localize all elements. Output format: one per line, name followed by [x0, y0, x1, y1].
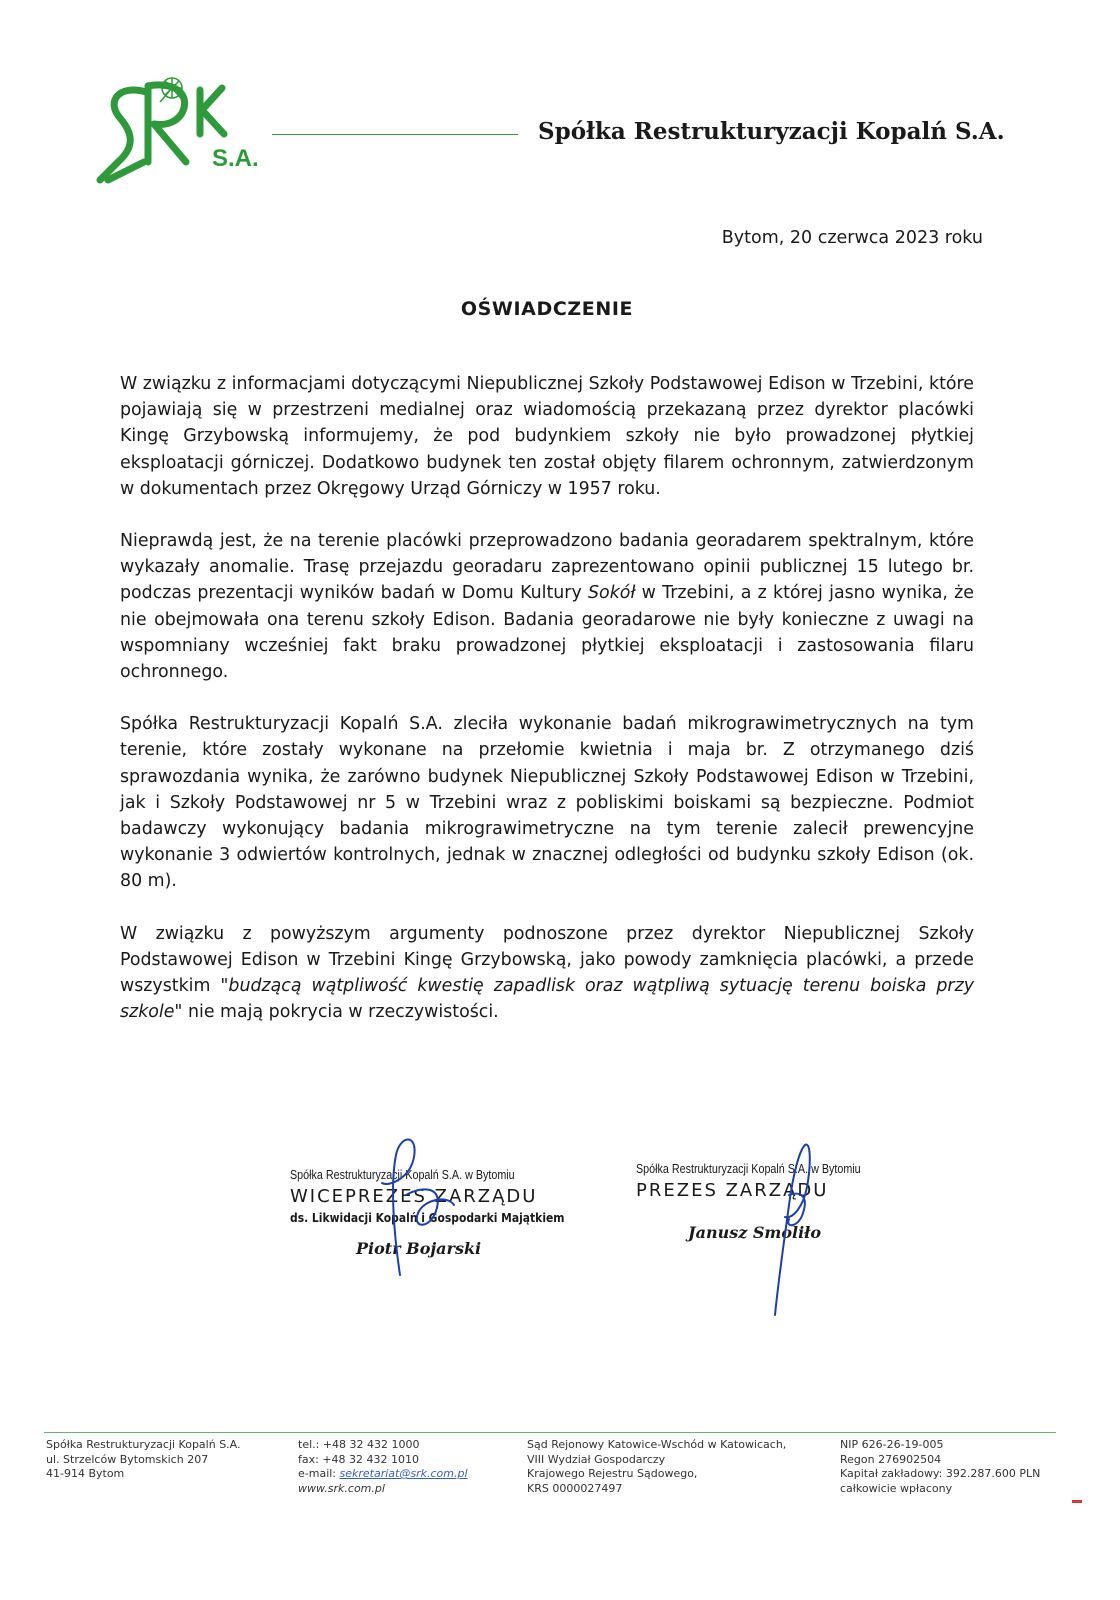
document-body — [120, 371, 974, 1051]
paragraph-4: W związku z powyższym argumenty podnoszone przez dyrektor Niepublicznej Szkoły Podstawowej Edison w Trzebini Kingę Grzybowską, jako powody zamknięcia placówki, a przede wszystkim "budzącą wątpliwość kwestię zapadlisk oraz wątpliwą sytuację terenu boiska przy szkole" nie mają pokrycia w rzeczywistości. — [120, 923, 974, 1023]
footer-contact: tel.: +48 32 432 1000 fax: +48 32 432 1010 e-mail: sekretariat@srk.com.pl www.srk.com.pl — [298, 1438, 468, 1495]
footer-company-ids: NIP 626-26-19-005 Regon 276902504 Kapitał zakładowy: 392.287.600 PLN całkowicie wpłacony — [840, 1438, 1041, 1495]
stamp-title: WICEPREZES ZARZĄDU — [290, 1186, 538, 1207]
logo-suffix: S.A. — [212, 145, 259, 172]
company-name: Spółka Restrukturyzacji Kopalń S.A. — [538, 118, 1005, 145]
email-link[interactable]: sekretariat@srk.com.pl — [339, 1467, 468, 1481]
signature-right — [636, 1162, 906, 1242]
website-link[interactable]: www.srk.com.pl — [298, 1481, 385, 1495]
srk-logo — [88, 62, 288, 192]
document-title: OŚWIADCZENIE — [460, 298, 634, 320]
stamp-org: Spółka Restrukturyzacji Kopalń S.A. w Bytomiu — [290, 1168, 515, 1182]
paragraph-2: Nieprawdą jest, że na terenie placówki przeprowadzono badania georadarem spektralnym, które wykazały anomalie. Trasę przejazdu georadaru zaprezentowano opinii publicznej 15 lutego br. podczas prezentacji wyników badań w Domu Kultury Sokół w Trzebini, a z której jasno wynika, że nie obejmowała ona terenu szkoły Edison. Badania georadarowe nie były konieczne z uwagi na wspomniany wcześniej fakt braku prowadzonej płytkiej eksploatacji i zastosowania filaru ochronnego. — [120, 531, 974, 683]
stamp-org: Spółka Restrukturyzacji Kopalń S.A. w Bytomiu — [636, 1162, 861, 1176]
header-rule — [272, 134, 518, 135]
signer-name: Piotr Bojarski — [356, 1239, 482, 1258]
signature-left — [290, 1168, 565, 1258]
paragraph-1: W związku z informacjami dotyczącymi Niepublicznej Szkoły Podstawowej Edison w Trzebini, które pojawiają się w przestrzeni medialnej oraz wiadomością przekazaną przez dyrektor placówki Kingę Grzybowską informujemy, że pod budynkiem szkoły nie było prowadzonej płytkiej eksploatacji górniczej. Dodatkowo budynek ten został objęty filarem ochronnym, zatwierdzonym w dokumentach przez Okręgowy Urząd Górniczy w 1957 roku. — [120, 374, 974, 499]
footer-court-registry: Sąd Rejonowy Katowice-Wschód w Katowicach, VIII Wydział Gospodarczy Krajowego Rejestru Sądowego, KRS 0000027497 — [527, 1438, 787, 1495]
paragraph-3: Spółka Restrukturyzacji Kopalń S.A. zleciła wykonanie badań mikrograwimetrycznych na tym terenie, które zostały wykonane na przełomie kwietnia i maja br. Z otrzymanego dziś sprawozdania wynika, że zarówno budynek Niepublicznej Szkoły Podstawowej Edison w Trzebini, jak i Szkoły Podstawowej nr 5 w Trzebini wraz z pobliskimi boiskami są bezpieczne. Podmiot badawczy wykonujący badania mikrograwimetryczne na tym terenie zalecił prewencyjne wykonanie 3 odwiertów kontrolnych, jednak w znacznej odległości od budynku szkoły Edison (ok. 80 m). — [120, 714, 974, 892]
red-mark — [1072, 1500, 1082, 1503]
date-line: Bytom, 20 czerwca 2023 roku — [721, 228, 983, 248]
stamp-title: PREZES ZARZĄDU — [636, 1180, 829, 1201]
footer-rule — [44, 1432, 1056, 1433]
stamp-subtitle: ds. Likwidacji Kopalń i Gospodarki Majątkiem — [290, 1210, 565, 1225]
footer-address: Spółka Restrukturyzacji Kopalń S.A. ul. Strzelców Bytomskich 207 41-914 Bytom — [46, 1438, 241, 1481]
signer-name: Janusz Smoliło — [688, 1223, 822, 1242]
